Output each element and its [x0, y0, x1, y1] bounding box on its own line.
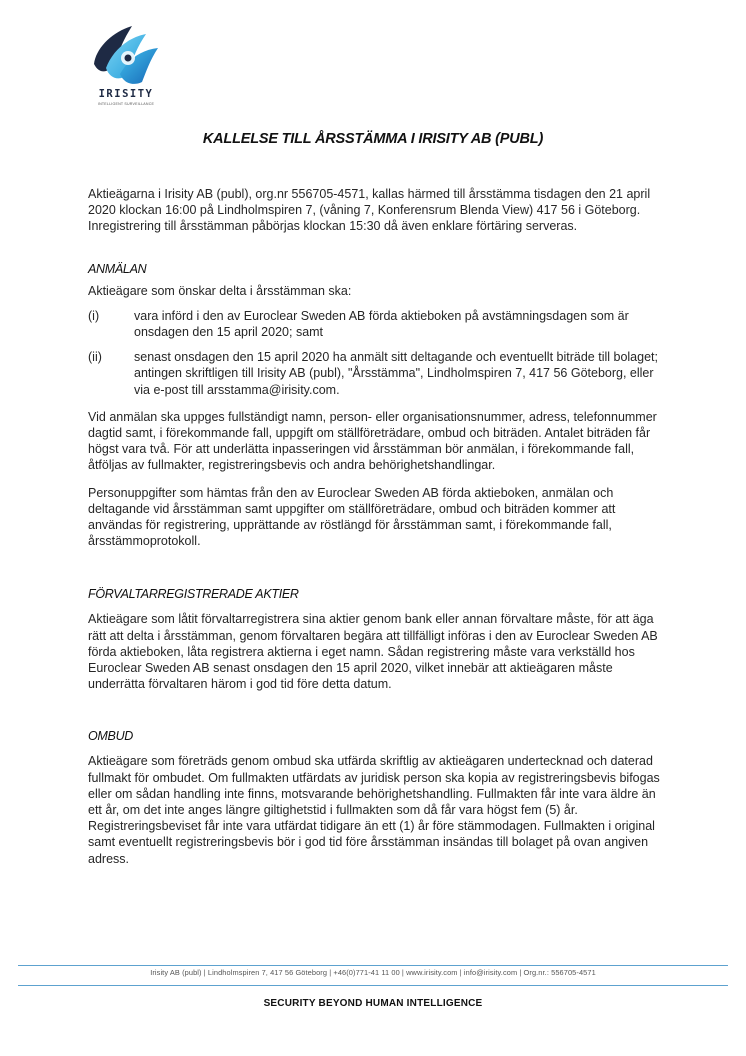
forvaltar-paragraph: Aktieägare som låtit förvaltarregistrera sina aktier genom bank eller annan förvaltare måste, för att äga rätt att delta i årsstämman, genom förvaltaren begära att tillfälligt införas i den av Euroclear Sweden AB förda aktieboken, låta registrera aktierna i eget namn. Sådan registrering måste vara verkställd hos Euroclear Sweden AB senast onsdagen den 15 april 2020, vilket innebär att aktieägaren måste underrätta förvaltaren härom i god tid före detta datum.	[88, 612, 658, 692]
list-text: senast onsdagen den 15 april 2020 ha anmält sitt deltagande och eventuellt biträde till bolaget; antingen skriftligen till Irisity AB (publ), "Årsstämma", Lindholmspiren 7, 417 56 Göteborg, eller via e-post till arsstamma@irisity.com.	[134, 350, 658, 397]
list-number: (i)	[88, 308, 100, 323]
footer-divider-bottom	[18, 985, 728, 986]
section-heading-ombud: OMBUD	[88, 729, 134, 744]
iris-icon	[86, 22, 166, 88]
list-item	[88, 349, 660, 398]
section-heading-forvaltar: FÖRVALTARREGISTRERADE AKTIER	[88, 587, 299, 602]
company-logo	[86, 22, 166, 110]
list-text: vara införd i den av Euroclear Sweden AB förda aktieboken på avstämningsdagen som är onsdagen den 15 april 2020; samt	[134, 308, 629, 340]
anmalan-paragraph: Vid anmälan ska uppges fullständigt namn, person- eller organisationsnummer, adress, telefonnummer dagtid samt, i förekommande fall, uppgift om ställföreträdare, ombud och biträden. Antalet biträden får högst vara två. För att underlätta inpasseringen vid årsstämman bör anmälan, i förekommande fall, åtföljas av fullmakter, registreringsbevis och andra behörighetshandlingar.	[88, 409, 657, 473]
ombud-paragraph: Aktieägare som företräds genom ombud ska utfärda skriftlig av aktieägaren undertecknad och daterad fullmakt för ombudet. Om fullmakten utfärdats av juridisk person ska kopia av registreringsbevis bifogas eller om sådan handling inte finns, motsvarande behörighetshandling. Fullmakten får inte vara äldre än ett år, om det inte anges längre giltighetstid i fullmakten som då får vara högst fem (5) år. Registreringsbeviset får inte vara utfärdat tidigare än ett (1) år före stämmodagen. Fullmakten i original samt eventuellt registreringsbevis bör i god tid före årsstämman insändas till bolaget på ovan angiven adress.	[88, 754, 660, 866]
footer-slogan: SECURITY BEYOND HUMAN INTELLIGENCE	[263, 998, 483, 1009]
intro-paragraph: Aktieägarna i Irisity AB (publ), org.nr 556705-4571, kallas härmed till årsstämma tisdagen den 21 april 2020 klockan 16:00 på Lindholmspiren 7, (våning 7, Konferensrum Blenda View) 417 56 i Göteborg. Inregistrering till årsstämman påbörjas klockan 15:30 då även enklare förtäring serveras.	[88, 187, 651, 234]
anmalan-lead: Aktieägare som önskar delta i årsstämman ska:	[88, 283, 352, 298]
list-number: (ii)	[88, 350, 102, 365]
personuppgifter-paragraph: Personuppgifter som hämtas från den av Euroclear Sweden AB förda aktieboken, anmälan och deltagande vid årsstämman samt uppgifter om ställföreträdare, ombud och biträden kommer att användas för registrering, upprättande av röstlängd för årsstämman samt, i förekommande fall, årsstämmoprotokoll.	[88, 485, 616, 549]
logo-wordmark: IRISITY	[98, 88, 154, 100]
footer-divider-top	[18, 965, 728, 966]
document-title: KALLELSE TILL ÅRSSTÄMMA I IRISITY AB (PUBL)	[202, 131, 544, 147]
logo-tagline: INTELLIGENT SURVEILLANCE	[97, 102, 155, 106]
list-item	[88, 308, 660, 340]
section-heading-anmalan: ANMÄLAN	[88, 261, 147, 276]
document-body	[88, 186, 660, 867]
footer-contact: Irisity AB (publ) | Lindholmspiren 7, 417 56 Göteborg | +46(0)771-41 11 00 | www.irisity.com | info@irisity.com | Org.nr.: 556705-4571	[150, 968, 596, 977]
